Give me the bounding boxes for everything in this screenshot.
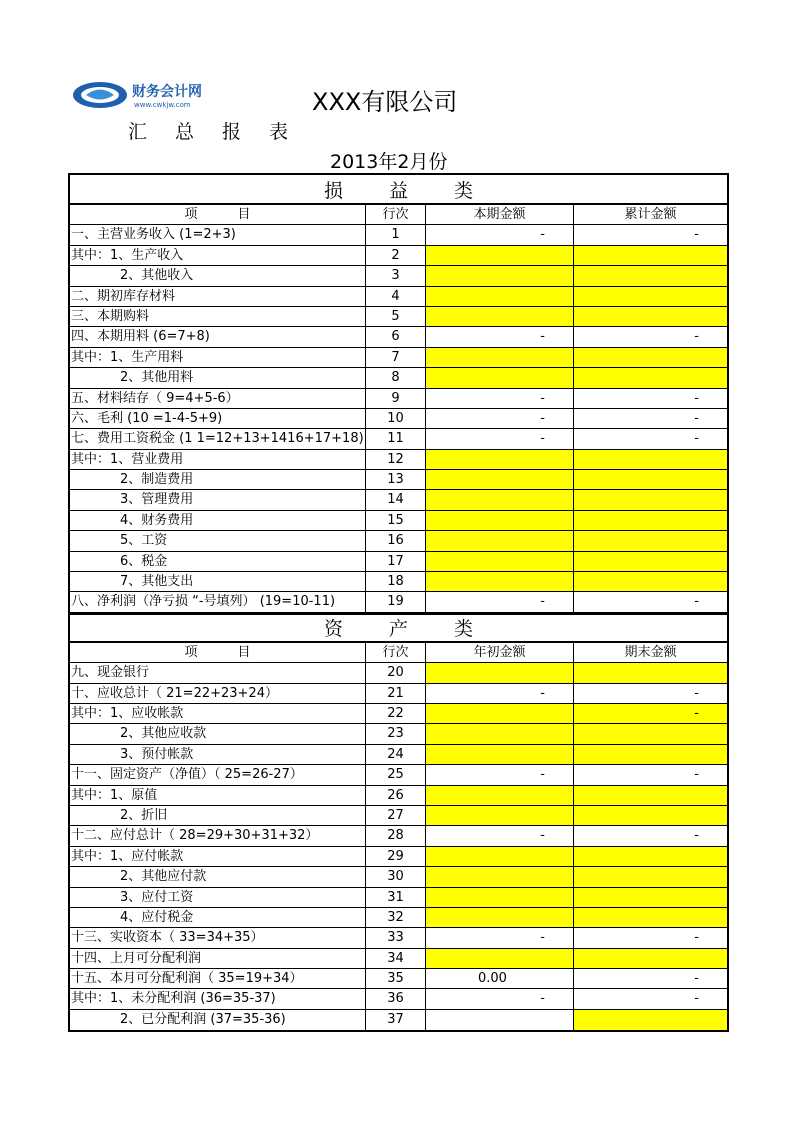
value-cell[interactable]: [425, 368, 573, 387]
value-cell[interactable]: [573, 572, 727, 591]
row-item-label: 3、预付帐款: [120, 746, 194, 762]
table-row: [70, 511, 727, 531]
table-row: [70, 429, 727, 449]
row-item-label: 2、其他收入: [120, 268, 194, 284]
row-number: 3: [365, 266, 425, 285]
company-title: XXX有限公司: [312, 88, 458, 116]
row-item-label: 2、其他应收款: [120, 726, 207, 742]
value-cell[interactable]: [425, 949, 573, 968]
table-row: [70, 908, 727, 928]
row-item-label: 二、期初库存材料: [71, 288, 176, 304]
value-cell[interactable]: [573, 552, 727, 571]
row-number: 13: [365, 470, 425, 489]
row-item-label: 2、折旧: [120, 807, 168, 823]
value-cell[interactable]: [573, 511, 727, 530]
value-cell[interactable]: -: [425, 389, 573, 408]
value-cell[interactable]: -: [573, 389, 727, 408]
value-cell[interactable]: -: [425, 592, 573, 611]
row-item-label: 7、其他支出: [120, 574, 194, 590]
value-cell[interactable]: -: [573, 327, 727, 346]
value-cell[interactable]: [425, 806, 573, 825]
value-cell[interactable]: [573, 246, 727, 265]
value-cell[interactable]: [425, 470, 573, 489]
table-row: [70, 847, 727, 867]
row-item-label: 七、费用工资税金 (1 1=12+13+1416+17+18): [71, 431, 364, 447]
table-row: [70, 327, 727, 347]
table-row: [70, 368, 727, 388]
table-row: [70, 266, 727, 286]
table-row: [70, 826, 727, 846]
table-row: [70, 470, 727, 490]
table-header: [70, 643, 727, 663]
table-row: [70, 348, 727, 368]
col-no: 行次: [365, 205, 425, 224]
value-cell[interactable]: [573, 745, 727, 764]
row-number: 17: [365, 552, 425, 571]
value-cell[interactable]: [425, 511, 573, 530]
value-cell[interactable]: [573, 949, 727, 968]
row-number: 11: [365, 429, 425, 448]
value-cell[interactable]: [573, 867, 727, 886]
value-cell[interactable]: -: [573, 409, 727, 428]
value-cell[interactable]: [573, 307, 727, 326]
row-item-label: 十三、实收资本（ 33=34+35）: [71, 930, 264, 946]
logo-name: 财务会计网: [132, 84, 202, 100]
row-item-label: 5、工资: [120, 533, 168, 549]
row-item-label: 一、主营业务收入 (1=2+3): [71, 227, 236, 243]
value-cell[interactable]: [573, 531, 727, 550]
col-opening: 年初金额: [425, 643, 573, 662]
row-number: 2: [365, 246, 425, 265]
row-item-label: 三、本期购料: [71, 308, 150, 324]
col-current: 本期金额: [425, 205, 573, 224]
table-row: [70, 592, 727, 612]
report-subtitle: 汇总报表: [128, 121, 317, 143]
table-row: [70, 531, 727, 551]
value-cell[interactable]: [425, 786, 573, 805]
row-item-label: 6、税金: [120, 553, 168, 569]
row-number: 4: [365, 287, 425, 306]
value-cell[interactable]: [573, 490, 727, 509]
row-number: 20: [365, 663, 425, 682]
table-row: [70, 969, 727, 989]
value-cell[interactable]: -: [573, 969, 727, 988]
value-cell[interactable]: [573, 847, 727, 866]
value-cell[interactable]: -: [425, 765, 573, 784]
value-cell[interactable]: [573, 450, 727, 469]
table-row: [70, 928, 727, 948]
col-cumulative: 累计金额: [573, 205, 727, 224]
value-cell[interactable]: [573, 786, 727, 805]
col-item: 项目: [184, 207, 291, 222]
value-cell[interactable]: [573, 287, 727, 306]
row-number: 23: [365, 724, 425, 743]
table-row: [70, 307, 727, 327]
row-item-label: 十四、上月可分配利润: [71, 950, 202, 966]
row-item-label: 十、应收总计（ 21=22+23+24）: [71, 685, 278, 701]
report-period: 2013年2月份: [330, 151, 448, 173]
table-row: [70, 389, 727, 409]
row-number: 25: [365, 765, 425, 784]
value-cell[interactable]: [425, 847, 573, 866]
value-cell[interactable]: [425, 552, 573, 571]
value-cell[interactable]: [425, 287, 573, 306]
value-cell[interactable]: [425, 1010, 573, 1030]
value-cell[interactable]: [425, 266, 573, 285]
table-row: [70, 704, 727, 724]
row-number: 26: [365, 786, 425, 805]
row-item-label: 十一、固定资产（净值）（ 25=26-27）: [71, 767, 303, 783]
value-cell[interactable]: [573, 806, 727, 825]
value-cell[interactable]: [425, 704, 573, 723]
row-number: 6: [365, 327, 425, 346]
row-number: 21: [365, 684, 425, 703]
row-item-label: 3、管理费用: [120, 492, 194, 508]
value-cell[interactable]: -: [425, 429, 573, 448]
row-item-label: 六、毛利 (10 =1-4-5+9): [71, 410, 223, 426]
col-closing: 期末金额: [573, 643, 727, 662]
row-item-label: 其中：1、未分配利润 (36=35-37): [71, 991, 276, 1007]
table-row: [70, 409, 727, 429]
table-row: [70, 490, 727, 510]
company-logo: [72, 80, 242, 110]
row-item-label: 4、应付税金: [120, 909, 194, 925]
table-row: [70, 745, 727, 765]
col-no: 行次: [365, 643, 425, 662]
summary-table: [68, 173, 729, 1032]
value-cell[interactable]: [573, 908, 727, 927]
table-row: [70, 552, 727, 572]
row-number: 15: [365, 511, 425, 530]
table-row: [70, 724, 727, 744]
table-row: [70, 786, 727, 806]
value-cell[interactable]: -: [425, 684, 573, 703]
row-number: 5: [365, 307, 425, 326]
row-item-label: 四、本期用料 (6=7+8): [71, 329, 210, 345]
table-row: [70, 989, 727, 1009]
value-cell[interactable]: [573, 368, 727, 387]
table-row: [70, 684, 727, 704]
row-number: 14: [365, 490, 425, 509]
row-number: 30: [365, 867, 425, 886]
value-cell[interactable]: [425, 450, 573, 469]
value-cell[interactable]: -: [425, 928, 573, 947]
row-item-label: 其中：1、营业费用: [71, 451, 184, 467]
table-row: [70, 765, 727, 785]
value-cell[interactable]: [425, 908, 573, 927]
table-row: [70, 225, 727, 245]
row-number: 16: [365, 531, 425, 550]
row-item-label: 2、制造费用: [120, 472, 194, 488]
row-number: 19: [365, 592, 425, 611]
row-item-label: 2、其他用料: [120, 370, 194, 386]
row-number: 7: [365, 348, 425, 367]
value-cell[interactable]: -: [573, 592, 727, 611]
value-cell[interactable]: [573, 348, 727, 367]
row-item-label: 2、其他应付款: [120, 869, 207, 885]
value-cell[interactable]: -: [573, 684, 727, 703]
row-item-label: 十二、应付总计（ 28=29+30+31+32）: [71, 828, 319, 844]
row-number: 22: [365, 704, 425, 723]
row-number: 27: [365, 806, 425, 825]
row-number: 1: [365, 225, 425, 244]
table-row: [70, 888, 727, 908]
value-cell[interactable]: [573, 724, 727, 743]
row-number: 12: [365, 450, 425, 469]
value-cell[interactable]: -: [425, 409, 573, 428]
row-item-label: 八、净利润（净亏损 “-号填列） (19=10-11): [71, 594, 336, 610]
value-cell[interactable]: -: [425, 989, 573, 1008]
value-cell[interactable]: [573, 1010, 727, 1030]
value-cell[interactable]: [573, 470, 727, 489]
value-cell[interactable]: [573, 888, 727, 907]
row-number: 37: [365, 1010, 425, 1030]
value-cell[interactable]: [425, 246, 573, 265]
row-item-label: 4、财务费用: [120, 512, 194, 528]
section-title-assets: 资产类: [70, 613, 727, 643]
value-cell[interactable]: -: [573, 765, 727, 784]
value-cell[interactable]: -: [573, 826, 727, 845]
value-cell[interactable]: -: [573, 429, 727, 448]
value-cell[interactable]: -: [573, 704, 727, 723]
table-row: [70, 246, 727, 266]
row-number: 24: [365, 745, 425, 764]
row-number: 33: [365, 928, 425, 947]
table-row: [70, 450, 727, 470]
row-item-label: 五、材料结存（ 9=4+5-6）: [71, 390, 239, 406]
row-number: 28: [365, 826, 425, 845]
table-row: [70, 1010, 727, 1030]
table-row: [70, 949, 727, 969]
row-item-label: 九、现金银行: [71, 665, 150, 681]
value-cell[interactable]: [425, 888, 573, 907]
value-cell[interactable]: [425, 572, 573, 591]
section-title-profit: 损益类: [70, 175, 727, 205]
row-number: 29: [365, 847, 425, 866]
row-number: 34: [365, 949, 425, 968]
value-cell[interactable]: -: [425, 327, 573, 346]
table-header: [70, 205, 727, 225]
value-cell[interactable]: -: [573, 989, 727, 1008]
row-item-label: 其中：1、应付帐款: [71, 848, 184, 864]
value-cell[interactable]: [425, 307, 573, 326]
value-cell[interactable]: [425, 867, 573, 886]
value-cell[interactable]: [425, 724, 573, 743]
table-row: [70, 867, 727, 887]
table-row: [70, 806, 727, 826]
value-cell[interactable]: -: [425, 826, 573, 845]
table-row: [70, 572, 727, 592]
row-number: 36: [365, 989, 425, 1008]
table-row: [70, 663, 727, 683]
row-item-label: 其中：1、生产收入: [71, 247, 184, 263]
row-item-label: 3、应付工资: [120, 889, 194, 905]
value-cell[interactable]: [573, 663, 727, 682]
row-number: 18: [365, 572, 425, 591]
logo-url: www.cwkjw.com: [134, 101, 191, 109]
row-number: 31: [365, 888, 425, 907]
col-item: 项目: [184, 644, 291, 660]
value-cell[interactable]: [425, 348, 573, 367]
row-item-label: 2、已分配利润 (37=35-36): [120, 1011, 286, 1027]
value-cell[interactable]: -: [573, 928, 727, 947]
row-item-label: 十五、本月可分配利润（ 35=19+34）: [71, 971, 303, 987]
row-number: 35: [365, 969, 425, 988]
row-number: 8: [365, 368, 425, 387]
value-cell[interactable]: [425, 490, 573, 509]
row-number: 9: [365, 389, 425, 408]
value-cell[interactable]: -: [425, 225, 573, 244]
row-number: 32: [365, 908, 425, 927]
row-item-label: 其中：1、生产用料: [71, 349, 184, 365]
value-cell[interactable]: [425, 745, 573, 764]
value-cell[interactable]: 0.00: [425, 969, 573, 988]
value-cell[interactable]: [573, 266, 727, 285]
value-cell[interactable]: -: [573, 225, 727, 244]
row-item-label: 其中：1、应收帐款: [71, 705, 184, 721]
row-item-label: 其中：1、原值: [71, 787, 158, 803]
value-cell[interactable]: [425, 663, 573, 682]
table-row: [70, 287, 727, 307]
row-number: 10: [365, 409, 425, 428]
value-cell[interactable]: [425, 531, 573, 550]
